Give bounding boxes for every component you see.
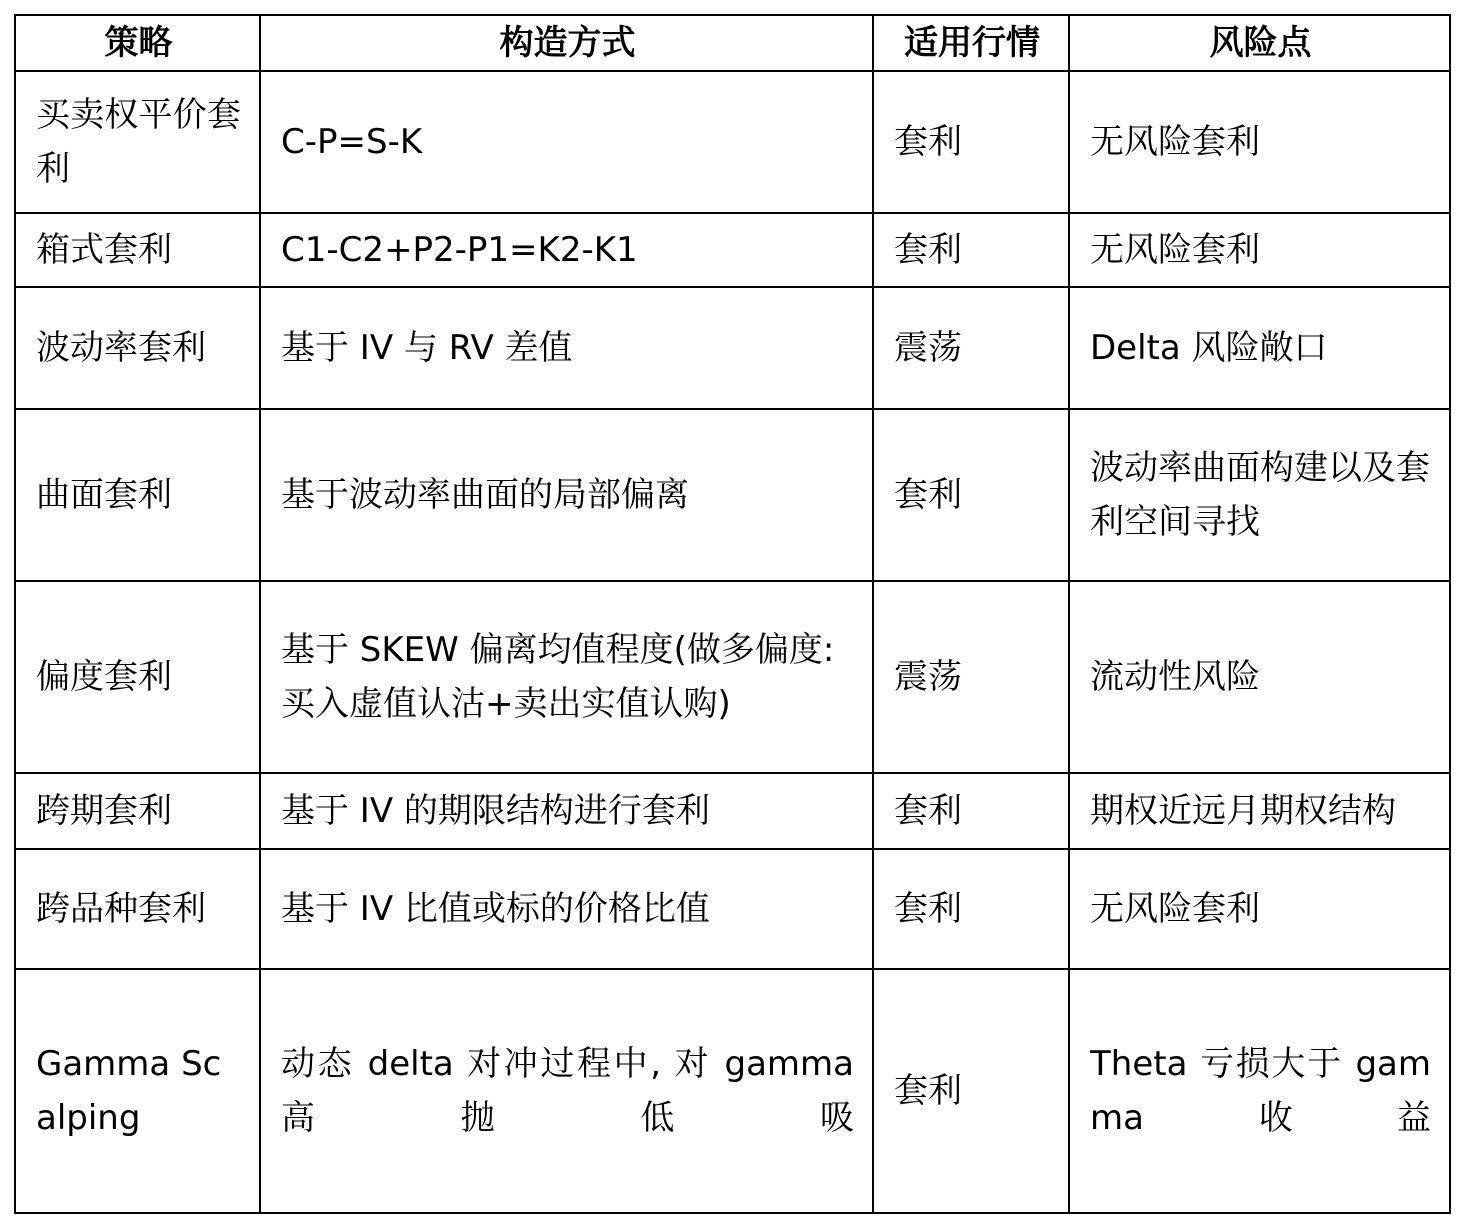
table-row bbox=[15, 409, 1450, 581]
cell-risk: 无风险套利 bbox=[1069, 213, 1450, 287]
table-row bbox=[15, 71, 1450, 213]
cell-market: 套利 bbox=[873, 409, 1069, 581]
cell-market: 套利 bbox=[873, 213, 1069, 287]
header-row bbox=[15, 15, 1450, 71]
table-row bbox=[15, 849, 1450, 969]
cell-construction: 基于波动率曲面的局部偏离 bbox=[260, 409, 873, 581]
cell-strategy: 买卖权平价套利 bbox=[15, 71, 260, 213]
cell-strategy: Gamma Scalping bbox=[15, 969, 260, 1213]
cell-market: 套利 bbox=[873, 969, 1069, 1213]
cell-risk: 流动性风险 bbox=[1069, 581, 1450, 773]
strategy-table bbox=[14, 14, 1451, 1214]
cell-strategy: 箱式套利 bbox=[15, 213, 260, 287]
cell-risk: Theta 亏损大于 gamma 收益 bbox=[1069, 969, 1450, 1213]
cell-market: 震荡 bbox=[873, 581, 1069, 773]
cell-risk: 无风险套利 bbox=[1069, 71, 1450, 213]
cell-construction: 基于 IV 比值或标的价格比值 bbox=[260, 849, 873, 969]
cell-construction: C1-C2+P2-P1=K2-K1 bbox=[260, 213, 873, 287]
header-market: 适用行情 bbox=[873, 15, 1069, 71]
cell-market: 套利 bbox=[873, 849, 1069, 969]
cell-risk: Delta 风险敞口 bbox=[1069, 287, 1450, 409]
cell-construction: C-P=S-K bbox=[260, 71, 873, 213]
header-risk: 风险点 bbox=[1069, 15, 1450, 71]
cell-construction: 基于 IV 的期限结构进行套利 bbox=[260, 773, 873, 849]
cell-construction: 基于 IV 与 RV 差值 bbox=[260, 287, 873, 409]
table-row bbox=[15, 969, 1450, 1213]
cell-strategy: 跨期套利 bbox=[15, 773, 260, 849]
header-construction: 构造方式 bbox=[260, 15, 873, 71]
cell-strategy: 曲面套利 bbox=[15, 409, 260, 581]
cell-risk: 波动率曲面构建以及套利空间寻找 bbox=[1069, 409, 1450, 581]
cell-market: 套利 bbox=[873, 773, 1069, 849]
cell-construction: 基于 SKEW 偏离均值程度(做多偏度:买入虚值认沽+卖出实值认购) bbox=[260, 581, 873, 773]
cell-market: 套利 bbox=[873, 71, 1069, 213]
cell-strategy: 波动率套利 bbox=[15, 287, 260, 409]
cell-market: 震荡 bbox=[873, 287, 1069, 409]
cell-construction: 动态 delta 对冲过程中, 对 gamma 高抛低吸 bbox=[260, 969, 873, 1213]
header-strategy: 策略 bbox=[15, 15, 260, 71]
table-row bbox=[15, 213, 1450, 287]
cell-risk: 期权近远月期权结构 bbox=[1069, 773, 1450, 849]
cell-risk: 无风险套利 bbox=[1069, 849, 1450, 969]
cell-strategy: 跨品种套利 bbox=[15, 849, 260, 969]
cell-strategy: 偏度套利 bbox=[15, 581, 260, 773]
table-row bbox=[15, 581, 1450, 773]
table-row bbox=[15, 287, 1450, 409]
table-row bbox=[15, 773, 1450, 849]
